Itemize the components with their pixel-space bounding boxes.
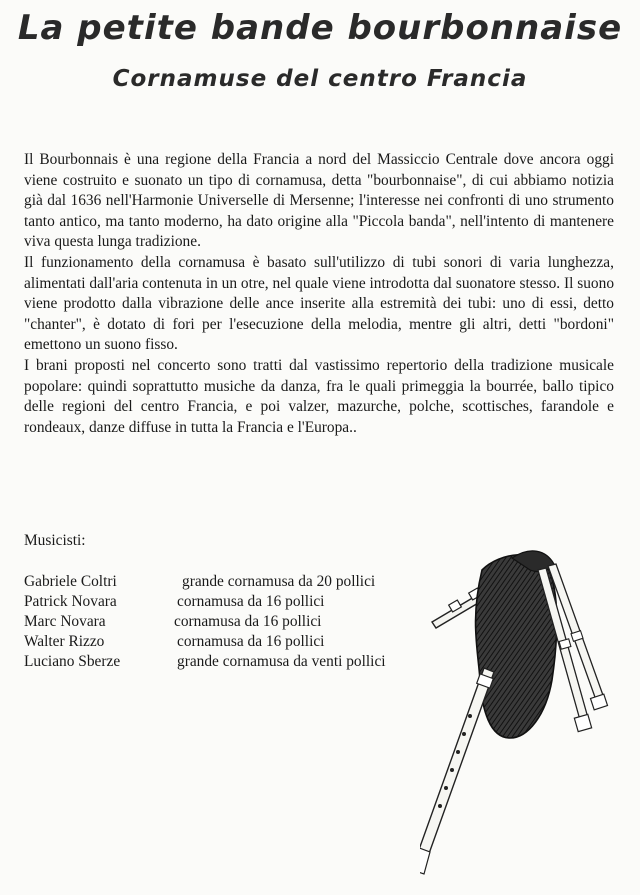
paragraph: I brani proposti nel concerto sono tratti dal vastissimo repertorio della tradizione musicale popolare: quindi soprattutto musiche da danza, fra le quali primeggia la bourrée, ballo tipico delle regioni del centro Francia, e poi valzer, mazurche, polche, scottisches, farandole e rondeaux, danze diffuse in tutta la Francia e l'Europa.. [24,356,614,436]
page-title: La petite bande bourbonnaise [17,8,623,48]
musician-name: Marc Novara [24,613,106,630]
musician-row [24,592,325,612]
musician-name: Walter Rizzo [24,633,105,650]
musician-instrument: cornamusa da 16 pollici [177,593,325,610]
musician-row [24,612,322,632]
musician-instrument: grande cornamusa da venti pollici [177,653,386,670]
paragraph: Il Bourbonnais è una regione della Francia a nord del Massiccio Centrale dove ancora oggi viene costruito e suonato un tipo di cornamusa, detta "bourbonnaise", di cui abbiamo notizia già dal 1636 nell'Harmonie Universelle di Mersenne; l'interesse nei confronti di uno strumento tanto antico, ma tanto moderno, ha dato origine alla "Piccola banda", nell'intento di mantenere viva questa lunga tradizione. [24,151,614,251]
page-subtitle: Cornamuse del centro Francia [112,66,528,92]
bagpipe-illustration [420,540,620,880]
musicians-list [24,572,386,672]
musician-name: Patrick Novara [24,593,117,610]
musician-instrument: cornamusa da 16 pollici [177,633,325,650]
paragraph: Il funzionamento della cornamusa è basato sull'utilizzo di tubi sonori di varia lunghezza, alimentati dall'aria contenuta in un otre, nel quale viene introdotta dal suonatore stesso. Il suono viene prodotto dalla vibrazione delle ance inserite alla estremità dei tubi: uno di essi, detto "chanter", è dotato di fori per l'esecuzione della melodia, mentre gli altri, detti "bordoni" emettono un suono fisso. [24,253,615,354]
musician-name: Luciano Sberze [24,653,121,670]
article-body [24,150,614,438]
musician-instrument: cornamusa da 16 pollici [174,613,322,630]
musician-instrument: grande cornamusa da 20 pollici [182,573,376,590]
musician-row [24,632,325,652]
musicians-heading: Musicisti: [24,532,86,549]
musician-name: Gabriele Coltri [24,573,117,590]
chanter [420,668,494,874]
musician-row [24,652,386,672]
musician-row [24,572,376,592]
